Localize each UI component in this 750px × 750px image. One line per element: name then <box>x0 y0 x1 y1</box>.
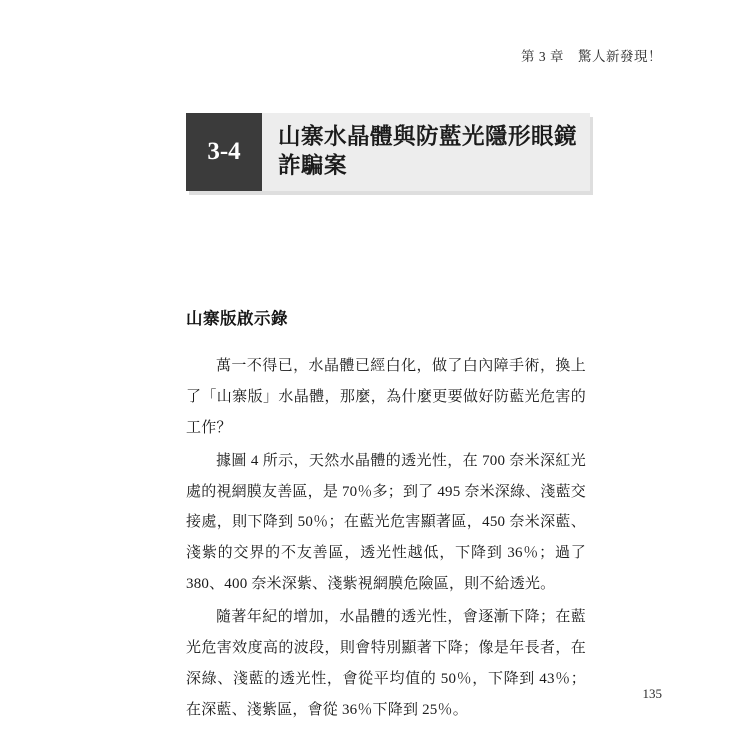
running-header-chapter-number: 第 3 章 <box>521 49 564 64</box>
subheading: 山寨版啟示錄 <box>186 309 288 328</box>
body-content <box>186 305 586 728</box>
section-number: 3-4 <box>186 113 262 191</box>
running-header <box>521 45 662 65</box>
page-number: 135 <box>642 686 662 701</box>
body-paragraph: 隨著年紀的增加，水晶體的透光性，會逐漸下降；在藍光危害效度高的波段，則會特別顯著下降；像是年長者，在深綠、淺藍的透光性，會從平均值的 50％，下降到 43％；在深藍、淺紫區，會從 36％下降到 25％。 <box>186 609 586 718</box>
body-paragraph: 萬一不得已，水晶體已經白化，做了白內障手術，換上了「山寨版」水晶體，那麼，為什麼更要做好防藍光危害的工作？ <box>186 358 586 436</box>
section-title: 山寨水晶體與防藍光隱形眼鏡詐騙案 <box>262 113 590 191</box>
section-heading-block <box>186 113 590 191</box>
body-paragraph: 據圖 4 所示，天然水晶體的透光性，在 700 奈米深紅光處的視網膜友善區，是 70％多；到了 495 奈米深綠、淺藍交接處，則下降到 50％；在藍光危害顯著區，450 奈米深藍、淺紫的交界的不友善區，透光性越低，下降到 36％；過了 380、400 奈米深紫、淺紫視網膜危險區，則不給透光。 <box>186 452 586 593</box>
running-header-chapter-title: 驚人新發現！ <box>578 49 662 64</box>
